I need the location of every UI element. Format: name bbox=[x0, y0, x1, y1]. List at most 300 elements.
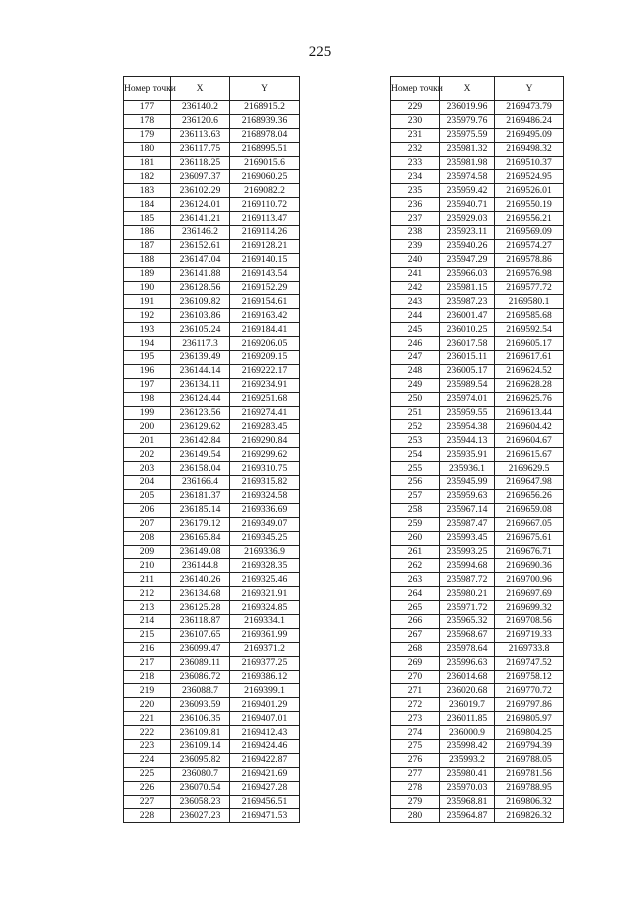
table-row bbox=[124, 670, 300, 684]
table-row bbox=[391, 267, 564, 281]
cell-point-number: 214 bbox=[124, 614, 171, 628]
cell-y: 2169377.25 bbox=[230, 656, 300, 670]
cell-x: 236109.82 bbox=[171, 295, 230, 309]
cell-y: 2169486.24 bbox=[495, 114, 564, 128]
table-header-row bbox=[391, 77, 564, 101]
cell-y: 2169371.2 bbox=[230, 642, 300, 656]
cell-point-number: 224 bbox=[124, 753, 171, 767]
header-x: X bbox=[440, 77, 495, 101]
cell-point-number: 205 bbox=[124, 489, 171, 503]
cell-y: 2169412.43 bbox=[230, 726, 300, 740]
cell-y: 2169336.9 bbox=[230, 545, 300, 559]
table-row bbox=[124, 142, 300, 156]
table-row bbox=[391, 309, 564, 323]
cell-point-number: 181 bbox=[124, 156, 171, 170]
cell-x: 235947.29 bbox=[440, 253, 495, 267]
table-row bbox=[391, 726, 564, 740]
table-row bbox=[124, 184, 300, 198]
cell-point-number: 249 bbox=[391, 378, 440, 392]
table-row bbox=[391, 295, 564, 309]
table-row bbox=[124, 476, 300, 490]
table-row bbox=[124, 795, 300, 809]
cell-point-number: 190 bbox=[124, 281, 171, 295]
cell-y: 2169788.95 bbox=[495, 781, 564, 795]
table-row bbox=[124, 628, 300, 642]
cell-x: 236149.54 bbox=[171, 448, 230, 462]
cell-point-number: 221 bbox=[124, 712, 171, 726]
cell-x: 236107.65 bbox=[171, 628, 230, 642]
table-row bbox=[124, 531, 300, 545]
cell-y: 2169580.1 bbox=[495, 295, 564, 309]
cell-x: 235987.47 bbox=[440, 517, 495, 531]
table-row bbox=[391, 337, 564, 351]
table-row bbox=[124, 295, 300, 309]
table-row bbox=[391, 212, 564, 226]
table-row bbox=[391, 434, 564, 448]
table-row bbox=[391, 253, 564, 267]
table-row bbox=[124, 753, 300, 767]
cell-x: 235980.21 bbox=[440, 587, 495, 601]
cell-x: 236020.68 bbox=[440, 684, 495, 698]
cell-x: 236140.2 bbox=[171, 101, 230, 115]
cell-x: 235966.03 bbox=[440, 267, 495, 281]
table-row bbox=[124, 239, 300, 253]
table-row bbox=[391, 392, 564, 406]
cell-y: 2169647.98 bbox=[495, 476, 564, 490]
cell-y: 2169399.1 bbox=[230, 684, 300, 698]
cell-y: 2169324.85 bbox=[230, 601, 300, 615]
table-row bbox=[124, 809, 300, 823]
cell-y: 2169140.15 bbox=[230, 253, 300, 267]
table-row bbox=[391, 156, 564, 170]
cell-x: 235971.72 bbox=[440, 601, 495, 615]
table-row bbox=[391, 114, 564, 128]
cell-y: 2169781.56 bbox=[495, 767, 564, 781]
cell-y: 2169806.32 bbox=[495, 795, 564, 809]
cell-x: 236011.85 bbox=[440, 712, 495, 726]
cell-point-number: 248 bbox=[391, 364, 440, 378]
cell-y: 2169128.21 bbox=[230, 239, 300, 253]
cell-point-number: 275 bbox=[391, 739, 440, 753]
cell-x: 236147.04 bbox=[171, 253, 230, 267]
table-row bbox=[391, 670, 564, 684]
cell-y: 2169577.72 bbox=[495, 281, 564, 295]
table-row bbox=[391, 614, 564, 628]
cell-y: 2169422.87 bbox=[230, 753, 300, 767]
cell-y: 2169576.98 bbox=[495, 267, 564, 281]
cell-y: 2169770.72 bbox=[495, 684, 564, 698]
cell-point-number: 211 bbox=[124, 573, 171, 587]
cell-point-number: 192 bbox=[124, 309, 171, 323]
cell-point-number: 191 bbox=[124, 295, 171, 309]
cell-x: 236015.11 bbox=[440, 351, 495, 365]
cell-point-number: 193 bbox=[124, 323, 171, 337]
table-row bbox=[391, 545, 564, 559]
cell-x: 236152.61 bbox=[171, 239, 230, 253]
cell-point-number: 201 bbox=[124, 434, 171, 448]
cell-y: 2169592.54 bbox=[495, 323, 564, 337]
cell-x: 236027.23 bbox=[171, 809, 230, 823]
cell-point-number: 256 bbox=[391, 476, 440, 490]
cell-x: 235935.91 bbox=[440, 448, 495, 462]
cell-x: 236141.88 bbox=[171, 267, 230, 281]
header-point-number: Номер точки bbox=[391, 77, 440, 101]
cell-y: 2169401.29 bbox=[230, 698, 300, 712]
page-number: 225 bbox=[308, 44, 332, 60]
cell-point-number: 232 bbox=[391, 142, 440, 156]
cell-point-number: 188 bbox=[124, 253, 171, 267]
cell-y: 2169321.91 bbox=[230, 587, 300, 601]
cell-point-number: 252 bbox=[391, 420, 440, 434]
header-y: Y bbox=[230, 77, 300, 101]
cell-x: 236166.4 bbox=[171, 476, 230, 490]
cell-y: 2169659.08 bbox=[495, 503, 564, 517]
cell-x: 236125.28 bbox=[171, 601, 230, 615]
cell-point-number: 225 bbox=[124, 767, 171, 781]
cell-y: 2169569.09 bbox=[495, 226, 564, 240]
cell-y: 2169604.42 bbox=[495, 420, 564, 434]
cell-point-number: 182 bbox=[124, 170, 171, 184]
cell-point-number: 187 bbox=[124, 239, 171, 253]
table-row bbox=[391, 476, 564, 490]
cell-x: 236146.2 bbox=[171, 226, 230, 240]
cell-y: 2169310.75 bbox=[230, 462, 300, 476]
table-row bbox=[391, 420, 564, 434]
cell-x: 236103.86 bbox=[171, 309, 230, 323]
table-row bbox=[124, 392, 300, 406]
cell-point-number: 268 bbox=[391, 642, 440, 656]
cell-point-number: 228 bbox=[124, 809, 171, 823]
cell-x: 235981.15 bbox=[440, 281, 495, 295]
cell-x: 235968.81 bbox=[440, 795, 495, 809]
cell-point-number: 194 bbox=[124, 337, 171, 351]
table-row bbox=[124, 559, 300, 573]
cell-y: 2169283.45 bbox=[230, 420, 300, 434]
cell-y: 2169184.41 bbox=[230, 323, 300, 337]
table-row bbox=[124, 517, 300, 531]
table-row bbox=[391, 573, 564, 587]
cell-point-number: 216 bbox=[124, 642, 171, 656]
cell-x: 235993.45 bbox=[440, 531, 495, 545]
table-row bbox=[391, 642, 564, 656]
cell-x: 235940.26 bbox=[440, 239, 495, 253]
cell-x: 235970.03 bbox=[440, 781, 495, 795]
table-row bbox=[124, 170, 300, 184]
table-row bbox=[124, 420, 300, 434]
cell-y: 2169015.6 bbox=[230, 156, 300, 170]
cell-point-number: 245 bbox=[391, 323, 440, 337]
cell-y: 2169456.51 bbox=[230, 795, 300, 809]
table-row bbox=[124, 128, 300, 142]
table-row bbox=[124, 406, 300, 420]
table-row bbox=[124, 323, 300, 337]
table-row bbox=[391, 587, 564, 601]
cell-y: 2169209.15 bbox=[230, 351, 300, 365]
cell-x: 235959.63 bbox=[440, 489, 495, 503]
table-row bbox=[391, 226, 564, 240]
table-row bbox=[124, 156, 300, 170]
table-row bbox=[391, 142, 564, 156]
table-row bbox=[124, 212, 300, 226]
cell-point-number: 220 bbox=[124, 698, 171, 712]
table-row bbox=[124, 712, 300, 726]
table-row bbox=[391, 559, 564, 573]
table-row bbox=[391, 351, 564, 365]
cell-point-number: 270 bbox=[391, 670, 440, 684]
cell-point-number: 238 bbox=[391, 226, 440, 240]
cell-point-number: 244 bbox=[391, 309, 440, 323]
table-row bbox=[124, 101, 300, 115]
cell-x: 235945.99 bbox=[440, 476, 495, 490]
cell-point-number: 230 bbox=[391, 114, 440, 128]
cell-x: 236086.72 bbox=[171, 670, 230, 684]
cell-x: 235968.67 bbox=[440, 628, 495, 642]
cell-x: 235936.1 bbox=[440, 462, 495, 476]
cell-x: 236181.37 bbox=[171, 489, 230, 503]
table-row bbox=[391, 364, 564, 378]
cell-point-number: 218 bbox=[124, 670, 171, 684]
cell-point-number: 263 bbox=[391, 573, 440, 587]
cell-point-number: 271 bbox=[391, 684, 440, 698]
cell-y: 2169804.25 bbox=[495, 726, 564, 740]
cell-point-number: 204 bbox=[124, 476, 171, 490]
cell-y: 2169206.05 bbox=[230, 337, 300, 351]
cell-point-number: 273 bbox=[391, 712, 440, 726]
cell-x: 235998.42 bbox=[440, 739, 495, 753]
cell-y: 2169495.09 bbox=[495, 128, 564, 142]
header-point-number: Номер точки bbox=[124, 77, 171, 101]
cell-y: 2169345.25 bbox=[230, 531, 300, 545]
cell-point-number: 209 bbox=[124, 545, 171, 559]
cell-x: 235980.41 bbox=[440, 767, 495, 781]
cell-y: 2169361.99 bbox=[230, 628, 300, 642]
cell-x: 235978.64 bbox=[440, 642, 495, 656]
cell-y: 2169324.58 bbox=[230, 489, 300, 503]
cell-x: 236058.23 bbox=[171, 795, 230, 809]
cell-point-number: 227 bbox=[124, 795, 171, 809]
cell-x: 236095.82 bbox=[171, 753, 230, 767]
table-row bbox=[391, 281, 564, 295]
table-row bbox=[124, 364, 300, 378]
cell-point-number: 235 bbox=[391, 184, 440, 198]
cell-x: 236149.08 bbox=[171, 545, 230, 559]
cell-point-number: 264 bbox=[391, 587, 440, 601]
cell-point-number: 240 bbox=[391, 253, 440, 267]
table-row bbox=[391, 489, 564, 503]
cell-x: 236144.8 bbox=[171, 559, 230, 573]
cell-y: 2169082.2 bbox=[230, 184, 300, 198]
table-row bbox=[391, 809, 564, 823]
cell-x: 236158.04 bbox=[171, 462, 230, 476]
cell-y: 2169114.26 bbox=[230, 226, 300, 240]
table-row bbox=[124, 351, 300, 365]
cell-point-number: 247 bbox=[391, 351, 440, 365]
cell-y: 2169574.27 bbox=[495, 239, 564, 253]
cell-point-number: 243 bbox=[391, 295, 440, 309]
cell-x: 236017.58 bbox=[440, 337, 495, 351]
table-row bbox=[124, 614, 300, 628]
cell-y: 2169826.32 bbox=[495, 809, 564, 823]
cell-y: 2169794.39 bbox=[495, 739, 564, 753]
table-row bbox=[124, 656, 300, 670]
cell-x: 235974.58 bbox=[440, 170, 495, 184]
cell-x: 236001.47 bbox=[440, 309, 495, 323]
cell-y: 2168978.04 bbox=[230, 128, 300, 142]
table-row bbox=[124, 601, 300, 615]
cell-x: 236179.12 bbox=[171, 517, 230, 531]
cell-y: 2169613.44 bbox=[495, 406, 564, 420]
cell-y: 2169628.28 bbox=[495, 378, 564, 392]
cell-y: 2169349.07 bbox=[230, 517, 300, 531]
cell-x: 235944.13 bbox=[440, 434, 495, 448]
cell-point-number: 210 bbox=[124, 559, 171, 573]
cell-y: 2169605.17 bbox=[495, 337, 564, 351]
table-row bbox=[124, 587, 300, 601]
cell-point-number: 253 bbox=[391, 434, 440, 448]
table-row bbox=[391, 184, 564, 198]
cell-point-number: 260 bbox=[391, 531, 440, 545]
cell-y: 2169667.05 bbox=[495, 517, 564, 531]
cell-point-number: 280 bbox=[391, 809, 440, 823]
table-row bbox=[391, 239, 564, 253]
cell-x: 235981.32 bbox=[440, 142, 495, 156]
cell-y: 2169060.25 bbox=[230, 170, 300, 184]
cell-x: 236105.24 bbox=[171, 323, 230, 337]
cell-point-number: 242 bbox=[391, 281, 440, 295]
cell-point-number: 265 bbox=[391, 601, 440, 615]
cell-y: 2169578.86 bbox=[495, 253, 564, 267]
cell-x: 236185.14 bbox=[171, 503, 230, 517]
cell-x: 235974.01 bbox=[440, 392, 495, 406]
cell-y: 2168939.36 bbox=[230, 114, 300, 128]
cell-y: 2169550.19 bbox=[495, 198, 564, 212]
table-row bbox=[124, 198, 300, 212]
cell-y: 2169473.79 bbox=[495, 101, 564, 115]
cell-y: 2169524.95 bbox=[495, 170, 564, 184]
cell-point-number: 226 bbox=[124, 781, 171, 795]
cell-y: 2169625.76 bbox=[495, 392, 564, 406]
table-row bbox=[391, 128, 564, 142]
cell-x: 236109.14 bbox=[171, 739, 230, 753]
cell-y: 2169154.61 bbox=[230, 295, 300, 309]
cell-y: 2169624.52 bbox=[495, 364, 564, 378]
cell-point-number: 250 bbox=[391, 392, 440, 406]
cell-x: 236113.63 bbox=[171, 128, 230, 142]
cell-x: 236134.68 bbox=[171, 587, 230, 601]
cell-point-number: 179 bbox=[124, 128, 171, 142]
coordinates-table-left bbox=[123, 76, 300, 823]
cell-y: 2169152.29 bbox=[230, 281, 300, 295]
cell-point-number: 219 bbox=[124, 684, 171, 698]
cell-x: 236117.75 bbox=[171, 142, 230, 156]
cell-point-number: 239 bbox=[391, 239, 440, 253]
table-row bbox=[391, 517, 564, 531]
table-row bbox=[391, 684, 564, 698]
table-row bbox=[391, 378, 564, 392]
table-row bbox=[391, 170, 564, 184]
cell-x: 236144.14 bbox=[171, 364, 230, 378]
cell-x: 236088.7 bbox=[171, 684, 230, 698]
cell-point-number: 259 bbox=[391, 517, 440, 531]
table-row bbox=[124, 767, 300, 781]
table-row bbox=[124, 378, 300, 392]
cell-x: 235987.72 bbox=[440, 573, 495, 587]
cell-y: 2169407.01 bbox=[230, 712, 300, 726]
cell-x: 236124.01 bbox=[171, 198, 230, 212]
table-header-row bbox=[124, 77, 300, 101]
cell-x: 235929.03 bbox=[440, 212, 495, 226]
table-row bbox=[391, 503, 564, 517]
cell-point-number: 199 bbox=[124, 406, 171, 420]
header-x: X bbox=[171, 77, 230, 101]
table-row bbox=[391, 753, 564, 767]
table-row bbox=[124, 503, 300, 517]
cell-y: 2169222.17 bbox=[230, 364, 300, 378]
cell-point-number: 196 bbox=[124, 364, 171, 378]
cell-y: 2169427.28 bbox=[230, 781, 300, 795]
cell-y: 2169113.47 bbox=[230, 212, 300, 226]
cell-y: 2169690.36 bbox=[495, 559, 564, 573]
table-row bbox=[124, 114, 300, 128]
cell-x: 236093.59 bbox=[171, 698, 230, 712]
cell-x: 235996.63 bbox=[440, 656, 495, 670]
cell-y: 2169299.62 bbox=[230, 448, 300, 462]
cell-x: 236128.56 bbox=[171, 281, 230, 295]
cell-y: 2168995.51 bbox=[230, 142, 300, 156]
cell-x: 236134.11 bbox=[171, 378, 230, 392]
cell-point-number: 277 bbox=[391, 767, 440, 781]
cell-y: 2169110.72 bbox=[230, 198, 300, 212]
cell-point-number: 184 bbox=[124, 198, 171, 212]
cell-y: 2169617.61 bbox=[495, 351, 564, 365]
table-row bbox=[124, 337, 300, 351]
cell-x: 236165.84 bbox=[171, 531, 230, 545]
table-row bbox=[124, 726, 300, 740]
table-row bbox=[391, 406, 564, 420]
cell-y: 2169585.68 bbox=[495, 309, 564, 323]
cell-point-number: 202 bbox=[124, 448, 171, 462]
table-row bbox=[391, 462, 564, 476]
cell-x: 236118.25 bbox=[171, 156, 230, 170]
cell-point-number: 217 bbox=[124, 656, 171, 670]
cell-x: 235954.38 bbox=[440, 420, 495, 434]
cell-point-number: 212 bbox=[124, 587, 171, 601]
cell-x: 236000.9 bbox=[440, 726, 495, 740]
header-y: Y bbox=[495, 77, 564, 101]
cell-y: 2169234.91 bbox=[230, 378, 300, 392]
cell-x: 236118.87 bbox=[171, 614, 230, 628]
table-row bbox=[391, 781, 564, 795]
cell-y: 2169615.67 bbox=[495, 448, 564, 462]
cell-y: 2169251.68 bbox=[230, 392, 300, 406]
table-row bbox=[391, 198, 564, 212]
cell-y: 2169700.96 bbox=[495, 573, 564, 587]
cell-y: 2169675.61 bbox=[495, 531, 564, 545]
table-row bbox=[124, 781, 300, 795]
cell-y: 2168915.2 bbox=[230, 101, 300, 115]
cell-x: 236117.3 bbox=[171, 337, 230, 351]
cell-point-number: 278 bbox=[391, 781, 440, 795]
cell-point-number: 200 bbox=[124, 420, 171, 434]
table-row bbox=[391, 712, 564, 726]
table-row bbox=[391, 767, 564, 781]
cell-y: 2169163.42 bbox=[230, 309, 300, 323]
cell-y: 2169510.37 bbox=[495, 156, 564, 170]
table-row bbox=[391, 323, 564, 337]
cell-point-number: 207 bbox=[124, 517, 171, 531]
table-row bbox=[124, 448, 300, 462]
cell-point-number: 222 bbox=[124, 726, 171, 740]
